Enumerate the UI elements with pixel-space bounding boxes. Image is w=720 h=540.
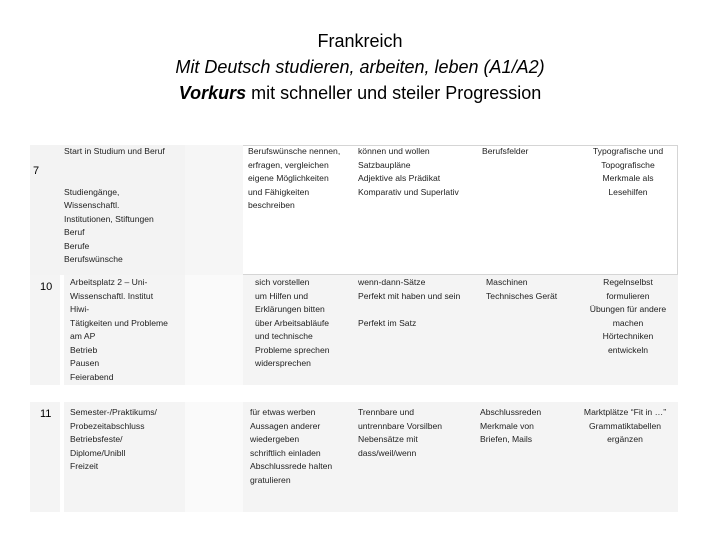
slide-title	[0, 28, 720, 106]
column-gap	[185, 275, 243, 385]
row-number: 7	[33, 165, 40, 177]
row-number: 11	[40, 408, 52, 420]
vocabulary-cell: Maschinen Technisches Gerät	[486, 277, 558, 301]
title-subtitle	[0, 80, 720, 106]
table-row	[30, 275, 678, 385]
title-course: Mit Deutsch studieren, arbeiten, leben (A1/A2)	[175, 57, 545, 77]
topic-cell: Semester-/Praktikums/ Probezeitabschluss Betriebsfeste/ Diplome/Unibll Freizeit	[70, 407, 157, 471]
text-cell: Regelnselbst formulieren Übungen für andere machen Hörtechniken entwickeln	[589, 277, 667, 355]
grammar-cell: wenn-dann-Sätze Perfekt mit haben und sein Perfekt im Satz	[358, 277, 461, 328]
row-shade-mid	[185, 145, 243, 275]
text-cell: Marktplätze “Fit in …” Grammatiktabellen ergänzen	[583, 407, 667, 444]
topic-cell: Arbeitsplatz 2 – Uni- Wissenschaftl. Institut Hiwi- Tätigkeiten und Probleme am AP Betrieb Pausen Feierabend	[70, 277, 168, 382]
table-row	[30, 145, 678, 275]
title-subtitle-bold: Vorkurs	[178, 83, 247, 103]
grammar-cell: können und wollen Satzbaupläne Adjektive als Prädikat Komparativ und Superlativ	[358, 146, 459, 197]
communication-cell: sich vorstellen um Hilfen und Erklärungen bitten über Arbeitsabläufe und technische Probleme sprechen widersprechen	[255, 277, 330, 368]
table-row	[30, 402, 678, 512]
column-gap	[185, 402, 243, 512]
grammar-cell: Trennbare und untrennbare Vorsilben Nebensätze mit dass/weil/wenn	[358, 407, 443, 458]
column-gap	[60, 402, 64, 512]
vocabulary-cell: Abschlussreden Merkmale von Briefen, Mails	[480, 407, 542, 444]
vocabulary-cell: Berufsfelder	[482, 146, 529, 156]
row-number: 10	[40, 281, 53, 293]
column-gap	[60, 275, 64, 385]
title-country: Frankreich	[317, 31, 403, 51]
communication-cell: Berufswünsche nennen, erfragen, vergleichen eigene Möglichkeiten und Fähigkeiten beschreiben	[248, 146, 341, 210]
communication-cell: für etwas werben Aussagen anderer wiedergeben schriftlich einladen Abschlussrede halten gratulieren	[250, 407, 333, 485]
title-subtitle-rest: mit schneller und steiler Progression	[246, 83, 542, 103]
topic-cell: Start in Studium und Beruf Studiengänge, Wissenschaftl. Institutionen, Stiftungen Beruf Berufe Berufswünsche	[64, 146, 165, 264]
text-cell: Typografische und Topografische Merkmale als Lesehilfen	[592, 146, 664, 197]
